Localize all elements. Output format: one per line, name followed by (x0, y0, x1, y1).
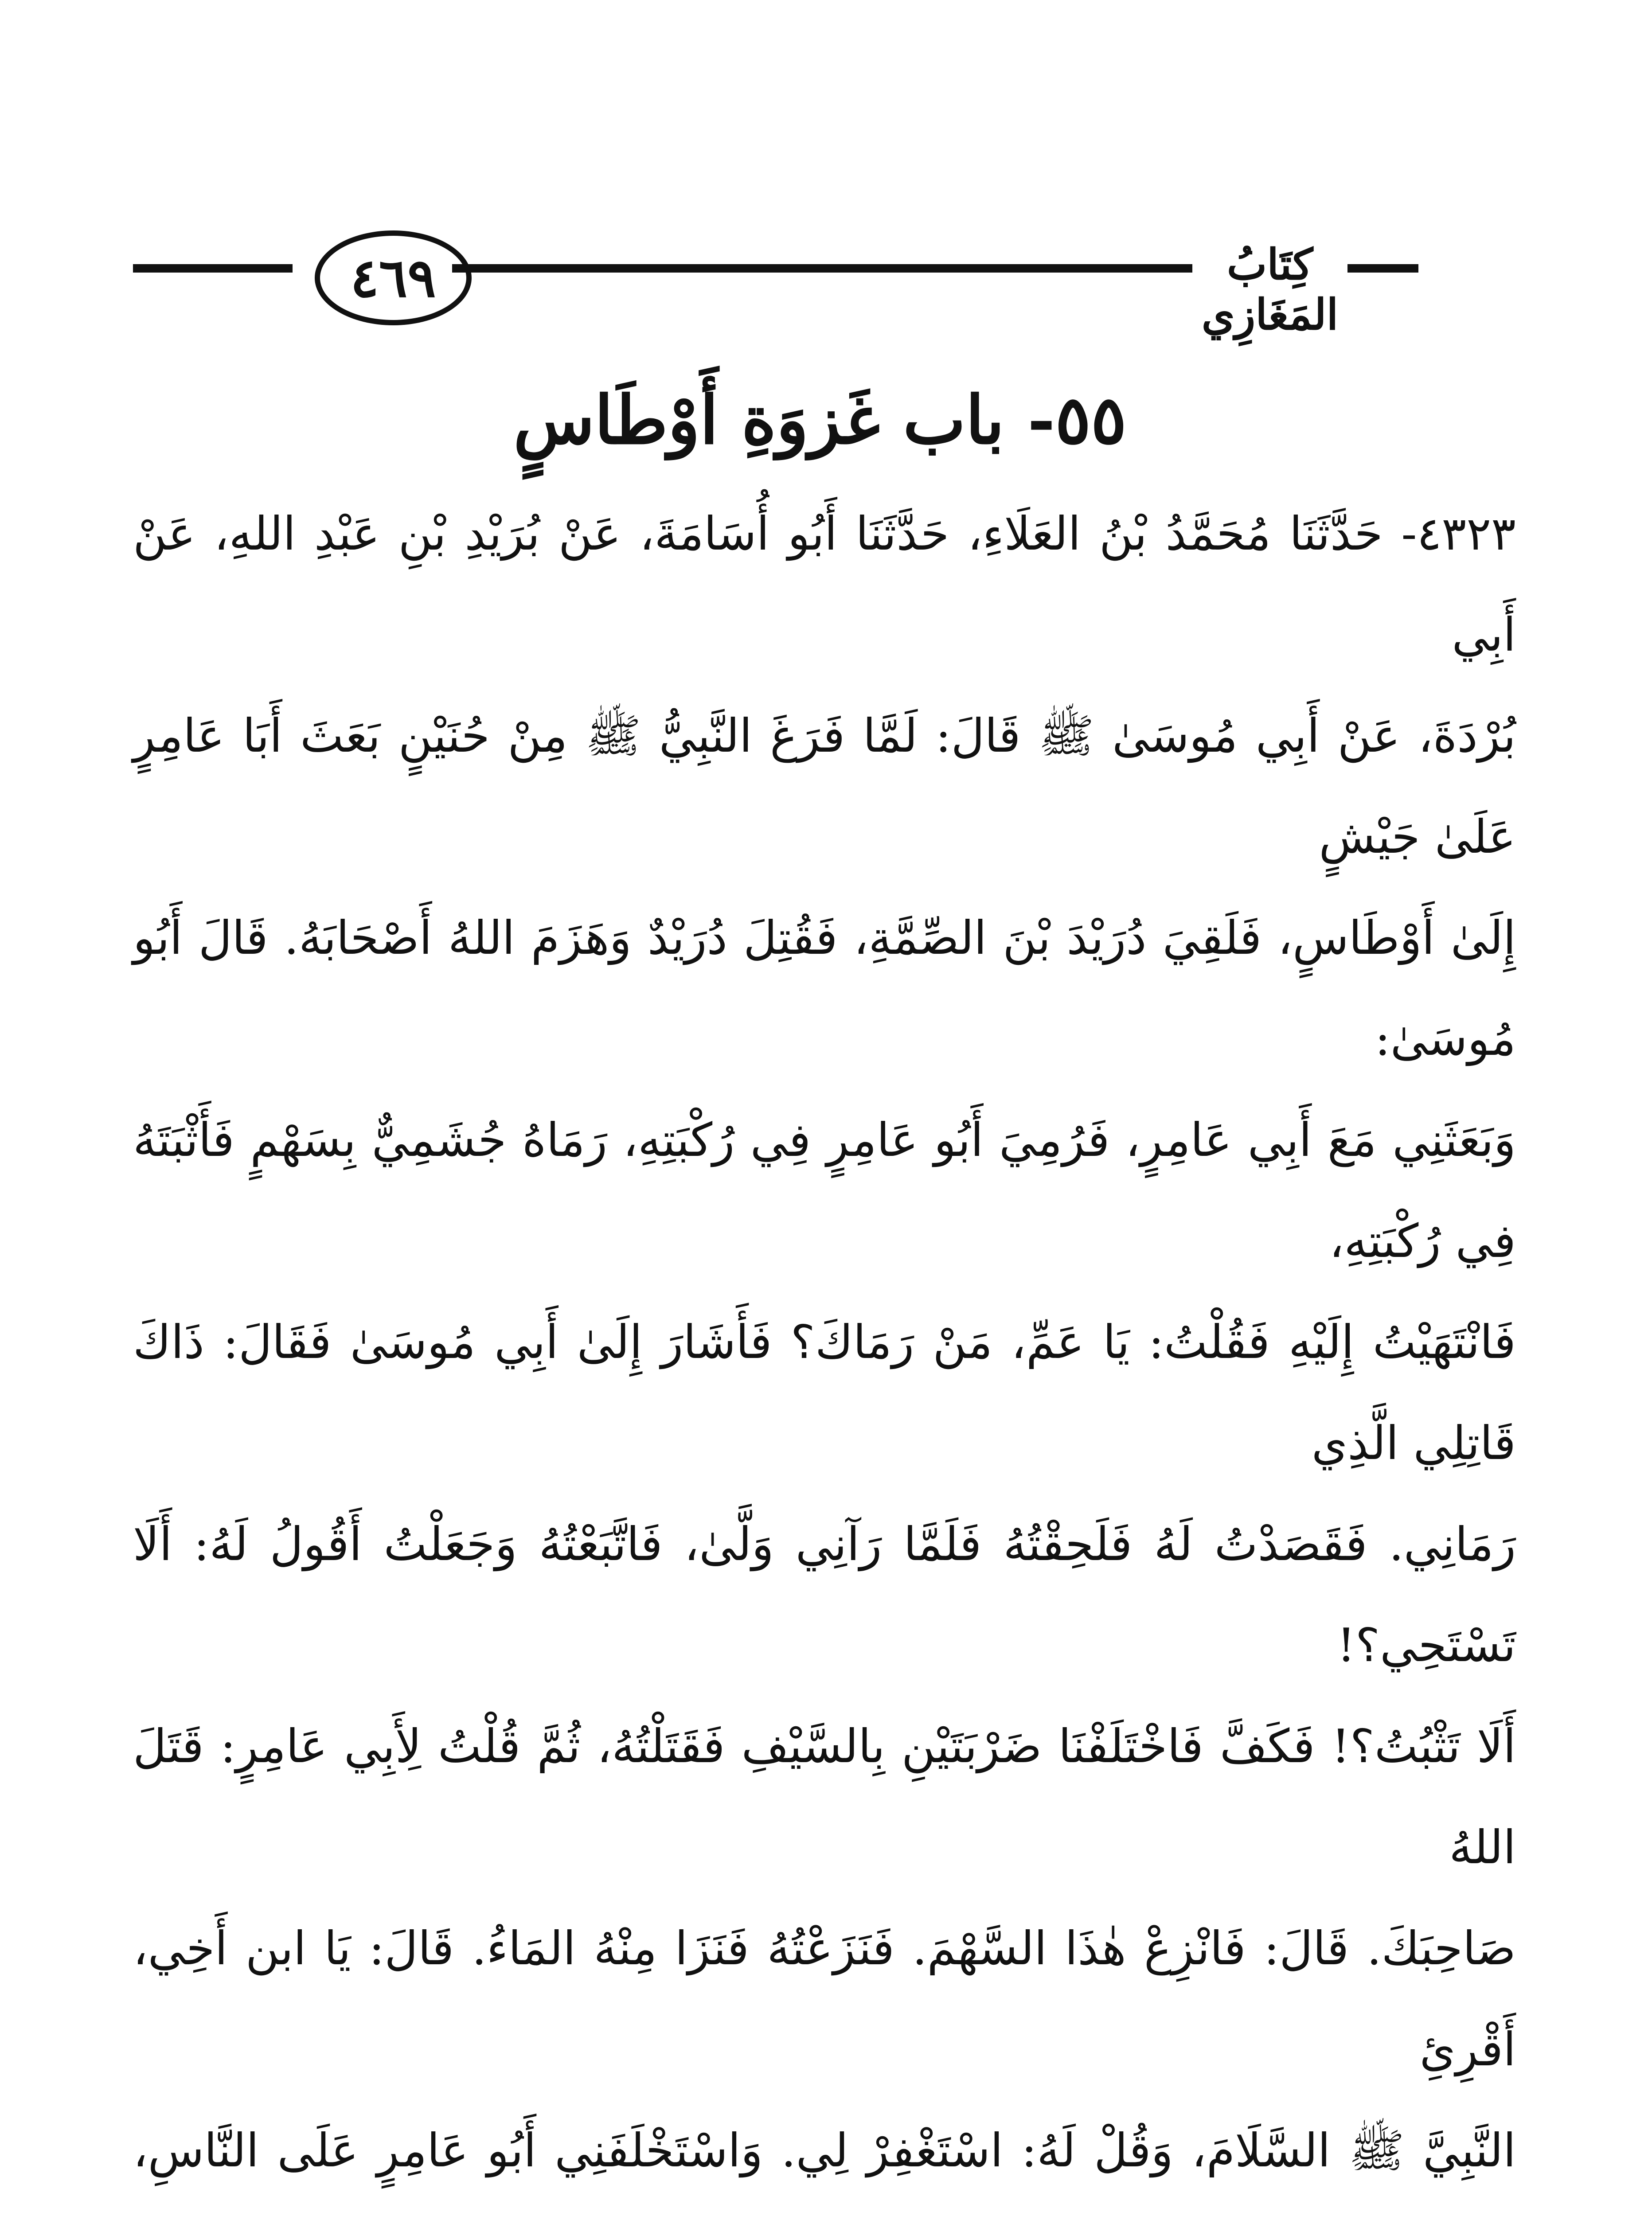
hadith-line: رَمَانِي. فَقَصَدْتُ لَهُ فَلَحِقْتُهُ فَلَمَّا رَآنِي وَلَّىٰ، فَاتَّبَعْتُهُ وَجَعَلْتُ أَقُولُ لَهُ: أَلَا تَسْتَحِي؟! (133, 1517, 1516, 1672)
main-text (133, 483, 1516, 2216)
hadith-line: النَّبِيَّ ﷺ السَّلَامَ، وَقُلْ لَهُ: اسْتَغْفِرْ لِي. وَاسْتَخْلَفَنِي أَبُو عَامِرٍ عَلَى النَّاسِ، (133, 2123, 1516, 2177)
page-number-badge (315, 230, 472, 325)
header-rule-middle (452, 264, 1192, 273)
header-rule-right (1347, 264, 1418, 273)
header-rule-left (133, 264, 293, 273)
hadith-block (133, 483, 1516, 2216)
page-number: ٤٦٩ (350, 246, 436, 309)
hadith-line: صَاحِبَكَ. قَالَ: فَانْزِعْ هٰذَا السَّهْمَ. فَنَزَعْتُهُ فَنَزَا مِنْهُ المَاءُ. قَالَ: يَا ابن أَخِي، أَقْرِئِ (133, 1921, 1516, 2076)
hadith-line: أَلَا تَثْبُتُ؟! فَكَفَّ فَاخْتَلَفْنَا ضَرْبَتَيْنِ بِالسَّيْفِ فَقَتَلْتُهُ، ثُمَّ قُلْتُ لِأَبِي عَامِرٍ: قَتَلَ اللهُ (133, 1719, 1516, 1874)
hadith-line: وَبَعَثَنِي مَعَ أَبِي عَامِرٍ، فَرُمِيَ أَبُو عَامِرٍ فِي رُكْبَتِهِ، رَمَاهُ جُشَمِيٌّ بِسَهْمٍ فَأَثْبَتَهُ فِي رُكْبَتِهِ، (133, 1113, 1516, 1268)
hadith-line: بُرْدَةَ، عَنْ أَبِي مُوسَىٰ ﷺ قَالَ: لَمَّا فَرَغَ النَّبِيُّ ﷺ مِنْ حُنَيْنٍ بَعَثَ أَبَا عَامِرٍ عَلَىٰ جَيْشٍ (133, 709, 1516, 864)
running-header (133, 222, 1418, 339)
chapter-title: ٥٥- باب غَزوَةِ أَوْطَاسٍ (513, 381, 1127, 459)
hadith-line: فَانْتَهَيْتُ إِلَيْهِ فَقُلْتُ: يَا عَمِّ، مَنْ رَمَاكَ؟ فَأَشَارَ إِلَىٰ أَبِي مُوسَىٰ فَقَالَ: ذَاكَ قَاتِلِي الَّذِي (133, 1315, 1516, 1470)
running-title: كِتَابُ المَغَازِي (1201, 239, 1339, 339)
hadith-line: إِلَىٰ أَوْطَاسٍ، فَلَقِيَ دُرَيْدَ بْنَ الصِّمَّةِ، فَقُتِلَ دُرَيْدٌ وَهَزَمَ اللهُ أَصْحَابَهُ. قَالَ أَبُو مُوسَىٰ: (133, 911, 1516, 1066)
hadith-line: ٤٣٢٣- حَدَّثَنَا مُحَمَّدُ بْنُ العَلَاءِ، حَدَّثَنَا أَبُو أُسَامَةَ، عَنْ بُرَيْدِ بْنِ عَبْدِ اللهِ، عَنْ أَبِي (133, 507, 1516, 662)
